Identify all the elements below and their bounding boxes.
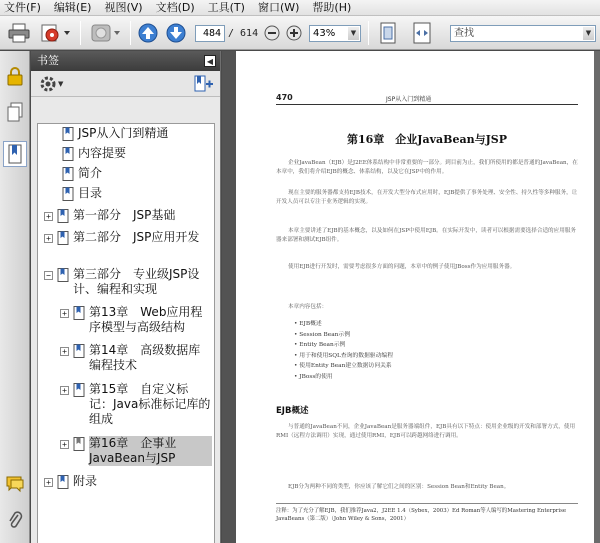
expand-icon[interactable]: +	[44, 234, 53, 243]
paragraph: 本章内容包括：	[288, 304, 328, 310]
previous-page-icon[interactable]	[136, 21, 160, 45]
menu-help[interactable]: 帮助(H)	[312, 0, 352, 14]
expand-icon[interactable]: +	[60, 309, 69, 318]
bookmark-label: 第二部分 JSP应用开发	[73, 230, 200, 244]
list-item: • Entity Bean示例	[294, 342, 346, 348]
bookmark-label: 第13章 Web应用程序模型与高级结构	[89, 305, 203, 334]
pages-icon[interactable]	[3, 99, 27, 125]
fit-page-icon[interactable]	[376, 21, 400, 45]
bookmark-label: 简介	[78, 166, 103, 180]
toolbar	[0, 16, 600, 50]
bookmark-label: 第一部分 JSP基础	[73, 208, 176, 222]
document-page	[236, 51, 594, 543]
list-item: • Session Bean示例	[294, 331, 351, 338]
paragraph: 与普通的JavaBean不同，企业JavaBean是服务器端组件，EJB具有以下特点：使用企业级的开发和部署方式，使用RMI（远程方法调用）实现，通过使用RMI，EJB可以跨越网络进行调用。	[276, 424, 576, 439]
list-item: • JBoss的使用	[294, 373, 333, 380]
page-total: / 614	[228, 28, 259, 39]
paragraph: 企业JavaBean（EJB）是J2EE体系结构中非常重要的一部分。到目前为止，我们所使用的都是普通的JavaBean，在本章中，我们将介绍EJB的概念、体系结构，以及它在JSP中的作用。	[276, 160, 578, 175]
bookmark-label: 附录	[73, 474, 98, 488]
expand-icon[interactable]: +	[44, 212, 53, 221]
menu-file[interactable]: 文件(F)	[4, 0, 41, 14]
expand-icon[interactable]: +	[44, 478, 53, 487]
bookmark-item[interactable]	[44, 208, 212, 223]
bookmark-item[interactable]	[44, 267, 212, 297]
chapter-title: 第16章 企业JavaBean与JSP	[347, 133, 507, 146]
paragraph: 现在主要的服务器都支持EJB技术，在开发大型分布式应用时，EJB提供了事务处理、安全性、持久性等多种服务，让开发人员可以专注于业务逻辑的实现。	[276, 190, 578, 205]
zoom-in-icon[interactable]	[284, 21, 304, 45]
list-item: • EJB概述	[294, 321, 322, 327]
attachment-icon[interactable]	[3, 507, 27, 533]
menu-tools[interactable]: 工具(T)	[207, 0, 245, 14]
footnote: 注释：为了充分了解EJB，我们推荐Java2，J2EE 1.4（Sybex，2003）Ed Roman等人编写的Mastering Enterprise JavaBeans（第二版）（John Wiley & Sons，2001）	[276, 503, 578, 523]
page-number-input[interactable]: 484	[195, 25, 225, 42]
new-bookmark-icon[interactable]	[194, 75, 214, 96]
navigation-strip	[0, 51, 30, 543]
bookmark-item[interactable]	[44, 474, 212, 489]
zoom-value: 43%	[313, 28, 336, 39]
bookmark-item[interactable]	[60, 382, 212, 427]
bookmark-item[interactable]	[58, 126, 212, 141]
bookmarks-icon[interactable]	[3, 141, 27, 167]
hand-tool-icon[interactable]	[88, 21, 124, 45]
bookmark-label: 内容提要	[78, 146, 127, 160]
running-head: JSP从入门到精通	[386, 96, 432, 103]
lock-icon[interactable]	[3, 63, 27, 89]
print-icon[interactable]	[4, 21, 34, 45]
zoom-select[interactable]	[309, 25, 361, 42]
header-rule	[276, 104, 578, 105]
bookmark-item[interactable]	[58, 146, 212, 161]
search-placeholder: 查找	[454, 28, 474, 39]
bookmark-label: 第14章 高级数据库编程技术	[89, 343, 201, 372]
bullet-list	[294, 319, 393, 382]
gear-icon	[39, 75, 57, 93]
vertical-scrollbar[interactable]	[594, 51, 600, 543]
bookmark-item[interactable]	[58, 166, 212, 181]
bookmark-item[interactable]	[44, 230, 212, 245]
section-title: EJB概述	[276, 406, 309, 416]
menu-window[interactable]: 窗口(W)	[257, 0, 300, 14]
expand-icon[interactable]: +	[60, 386, 69, 395]
collapse-icon[interactable]: −	[44, 271, 53, 280]
paragraph: 使用EJB进行开发时，需要考虑很多方面的问题，本章中的例子使用JBoss作为应用服务器。	[288, 264, 516, 270]
bookmark-label: 目录	[78, 186, 103, 200]
menu-view[interactable]: 视图(V)	[104, 0, 143, 14]
chevron-down-icon[interactable]: ▼	[583, 27, 594, 40]
bookmark-label: JSP从入门到精通	[78, 126, 169, 140]
panel-title: 书签	[37, 54, 59, 67]
list-item: • 使用Entity Bean建立数据访问关系	[294, 363, 392, 369]
document-viewport[interactable]	[222, 51, 600, 543]
share-icon[interactable]	[38, 21, 74, 45]
list-item: • 用于和使用SQL查询的数据驱动编程	[294, 352, 393, 359]
bookmark-label: 第16章 企事业JavaBean与JSP	[89, 436, 212, 466]
options-menu-button[interactable]	[39, 75, 63, 93]
menu-edit[interactable]: 编辑(E)	[53, 0, 92, 14]
collapse-panel-icon[interactable]: ◀	[204, 55, 216, 67]
search-input[interactable]	[450, 25, 596, 42]
panel-header	[31, 51, 220, 71]
bookmark-item[interactable]	[58, 186, 212, 201]
comments-icon[interactable]	[3, 471, 27, 497]
bookmark-label: 第三部分 专业级JSP设计、编程和实现	[73, 267, 200, 296]
bookmark-tree	[37, 123, 215, 543]
expand-icon[interactable]: +	[60, 440, 69, 449]
bookmark-label: 第15章 自定义标记：Java标准标记库的组成	[89, 382, 211, 426]
bookmark-item-selected[interactable]	[60, 436, 212, 466]
fit-width-icon[interactable]	[410, 21, 434, 45]
menu-document[interactable]: 文档(D)	[155, 0, 195, 14]
bookmark-item[interactable]	[60, 343, 212, 373]
page-number: 470	[276, 93, 293, 102]
zoom-out-icon[interactable]	[262, 21, 282, 45]
chevron-down-icon: ▼	[58, 80, 64, 88]
bookmark-item[interactable]	[60, 305, 212, 335]
expand-icon[interactable]: +	[60, 347, 69, 356]
bookmarks-panel	[31, 51, 221, 543]
menu-bar	[0, 0, 600, 16]
next-page-icon[interactable]	[164, 21, 188, 45]
paragraph: 本章主要讲述了EJB的基本概念，以及如何在JSP中使用EJB。在实际开发中，读者可以根据需要选择合适的应用服务器来部署和测试EJB组件。	[276, 228, 577, 243]
paragraph: EJB分为两种不同的类型，你应该了解它们之间的区别：Session Bean和Entity Bean。	[288, 484, 510, 490]
panel-toolbar	[31, 71, 220, 97]
chevron-down-icon[interactable]: ▼	[348, 27, 359, 40]
